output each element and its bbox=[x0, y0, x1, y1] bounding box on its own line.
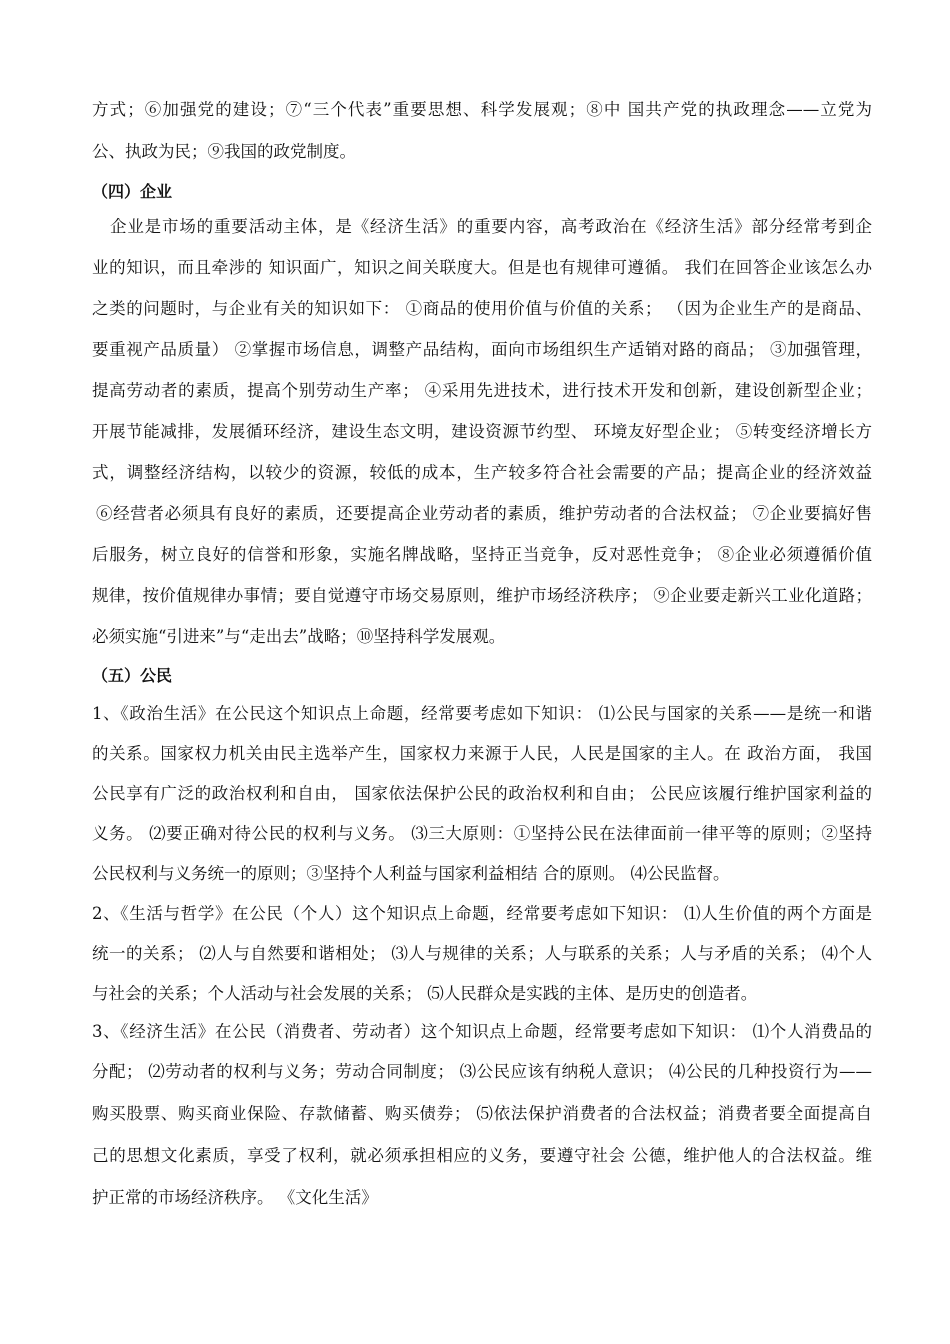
text-line: 公民享有广泛的政治权利和自由， 国家依法保护公民的政治权利和自由； 公民应该履行维护国家利益的 bbox=[92, 784, 872, 803]
text-line: 购买股票、购买商业保险、存款储蓄、购买债券； ⑸依法保护消费者的合法权益；消费者要全面提高自 bbox=[92, 1104, 872, 1123]
text-line: 2、《生活与哲学》在公民（个人）这个知识点上命题，经常要考虑如下知识： ⑴人生价值的两个方面是 bbox=[92, 904, 872, 923]
text-line: 统一的关系； ⑵人与自然要和谐相处； ⑶人与规律的关系；人与联系的关系；人与矛盾的关系； ⑷个人 bbox=[92, 944, 872, 963]
text-line: 开展节能减排，发展循环经济，建设生态文明，建设资源节约型、 环境友好型企业； ⑤转变经济增长方 bbox=[92, 422, 872, 441]
text-line: 业的知识，而且牵涉的 知识面广，知识之间关联度大。但是也有规律可遵循。 我们在回答企业该怎么办 bbox=[92, 258, 872, 277]
text-line: 提高劳动者的素质，提高个别劳动生产率； ④采用先进技术，进行技术开发和创新，建设创新型企业； bbox=[92, 381, 872, 400]
text-line: 1、《政治生活》在公民这个知识点上命题，经常要考虑如下知识： ⑴公民与国家的关系——是统一和谐 bbox=[92, 704, 872, 723]
text-line: 的关系。国家权力机关由民主选举产生，国家权力来源于人民，人民是国家的主人。在 政治方面， 我国 bbox=[92, 744, 872, 763]
text-line: 公民权利与义务统一的原则；③坚持个人利益与国家利益相结 合的原则。 ⑷公民监督。 bbox=[92, 864, 730, 883]
text-line: 之类的问题时，与企业有关的知识如下： ①商品的使用价值与价值的关系； （因为企业生产的是商品、 bbox=[92, 299, 872, 318]
text-line: 分配； ⑵劳动者的权利与义务；劳动合同制度； ⑶公民应该有纳税人意识； ⑷公民的几种投资行为—— bbox=[92, 1062, 872, 1081]
text-line: 规律，按价值规律办事情；要自觉遵守市场交易原则，维护市场经济秩序； ⑨企业要走新兴工业化道路； bbox=[92, 586, 872, 605]
text-line: 后服务，树立良好的信誉和形象，实施名牌战略，坚持正当竞争，反对恶性竞争； ⑧企业必须遵循价值 bbox=[92, 545, 872, 564]
text-line: 己的思想文化素质，享受了权利，就必须承担相应的义务，要遵守社会 公德，维护他人的合法权益。维 bbox=[92, 1146, 872, 1165]
text-line: 与社会的关系；个人活动与社会发展的关系； ⑸人民群众是实践的主体、是历史的创造者。 bbox=[92, 984, 758, 1003]
text-line: 护正常的市场经济秩序。 《文化生活》 bbox=[92, 1188, 378, 1207]
text-line: 企业是市场的重要活动主体，是《经济生活》的重要内容，高考政治在《经济生活》部分经常考到企 bbox=[110, 217, 872, 236]
text-line: 方式；⑥加强党的建设；⑦“三个代表”重要思想、科学发展观；⑧中 国共产党的执政理念——立党为 bbox=[92, 100, 872, 119]
text-line: 3、《经济生活》在公民（消费者、劳动者）这个知识点上命题，经常要考虑如下知识： ⑴个人消费品的 bbox=[92, 1022, 872, 1041]
section-heading-enterprise: （四）企业 bbox=[92, 182, 173, 201]
text-line: 公、执政为民；⑨我国的政党制度。 bbox=[92, 142, 356, 161]
section-heading-citizen: （五）公民 bbox=[92, 666, 173, 685]
text-line: 式，调整经济结构，以较少的资源，较低的成本，生产较多符合社会需要的产品；提高企业的经济效益 bbox=[92, 463, 872, 482]
text-line: ⑥经营者必须具有良好的素质，还要提高企业劳动者的素质，维护劳动者的合法权益； ⑦企业要搞好售 bbox=[96, 504, 872, 523]
text-line: 必须实施“引进来”与“走出去”战略；⑩坚持科学发展观。 bbox=[92, 627, 506, 646]
text-line: 义务。 ⑵要正确对待公民的权利与义务。 ⑶三大原则：①坚持公民在法律面前一律平等的原则；②坚持 bbox=[92, 824, 872, 843]
text-line: 要重视产品质量） ②掌握市场信息，调整产品结构，面向市场组织生产适销对路的商品； ③加强管理， bbox=[92, 340, 872, 359]
